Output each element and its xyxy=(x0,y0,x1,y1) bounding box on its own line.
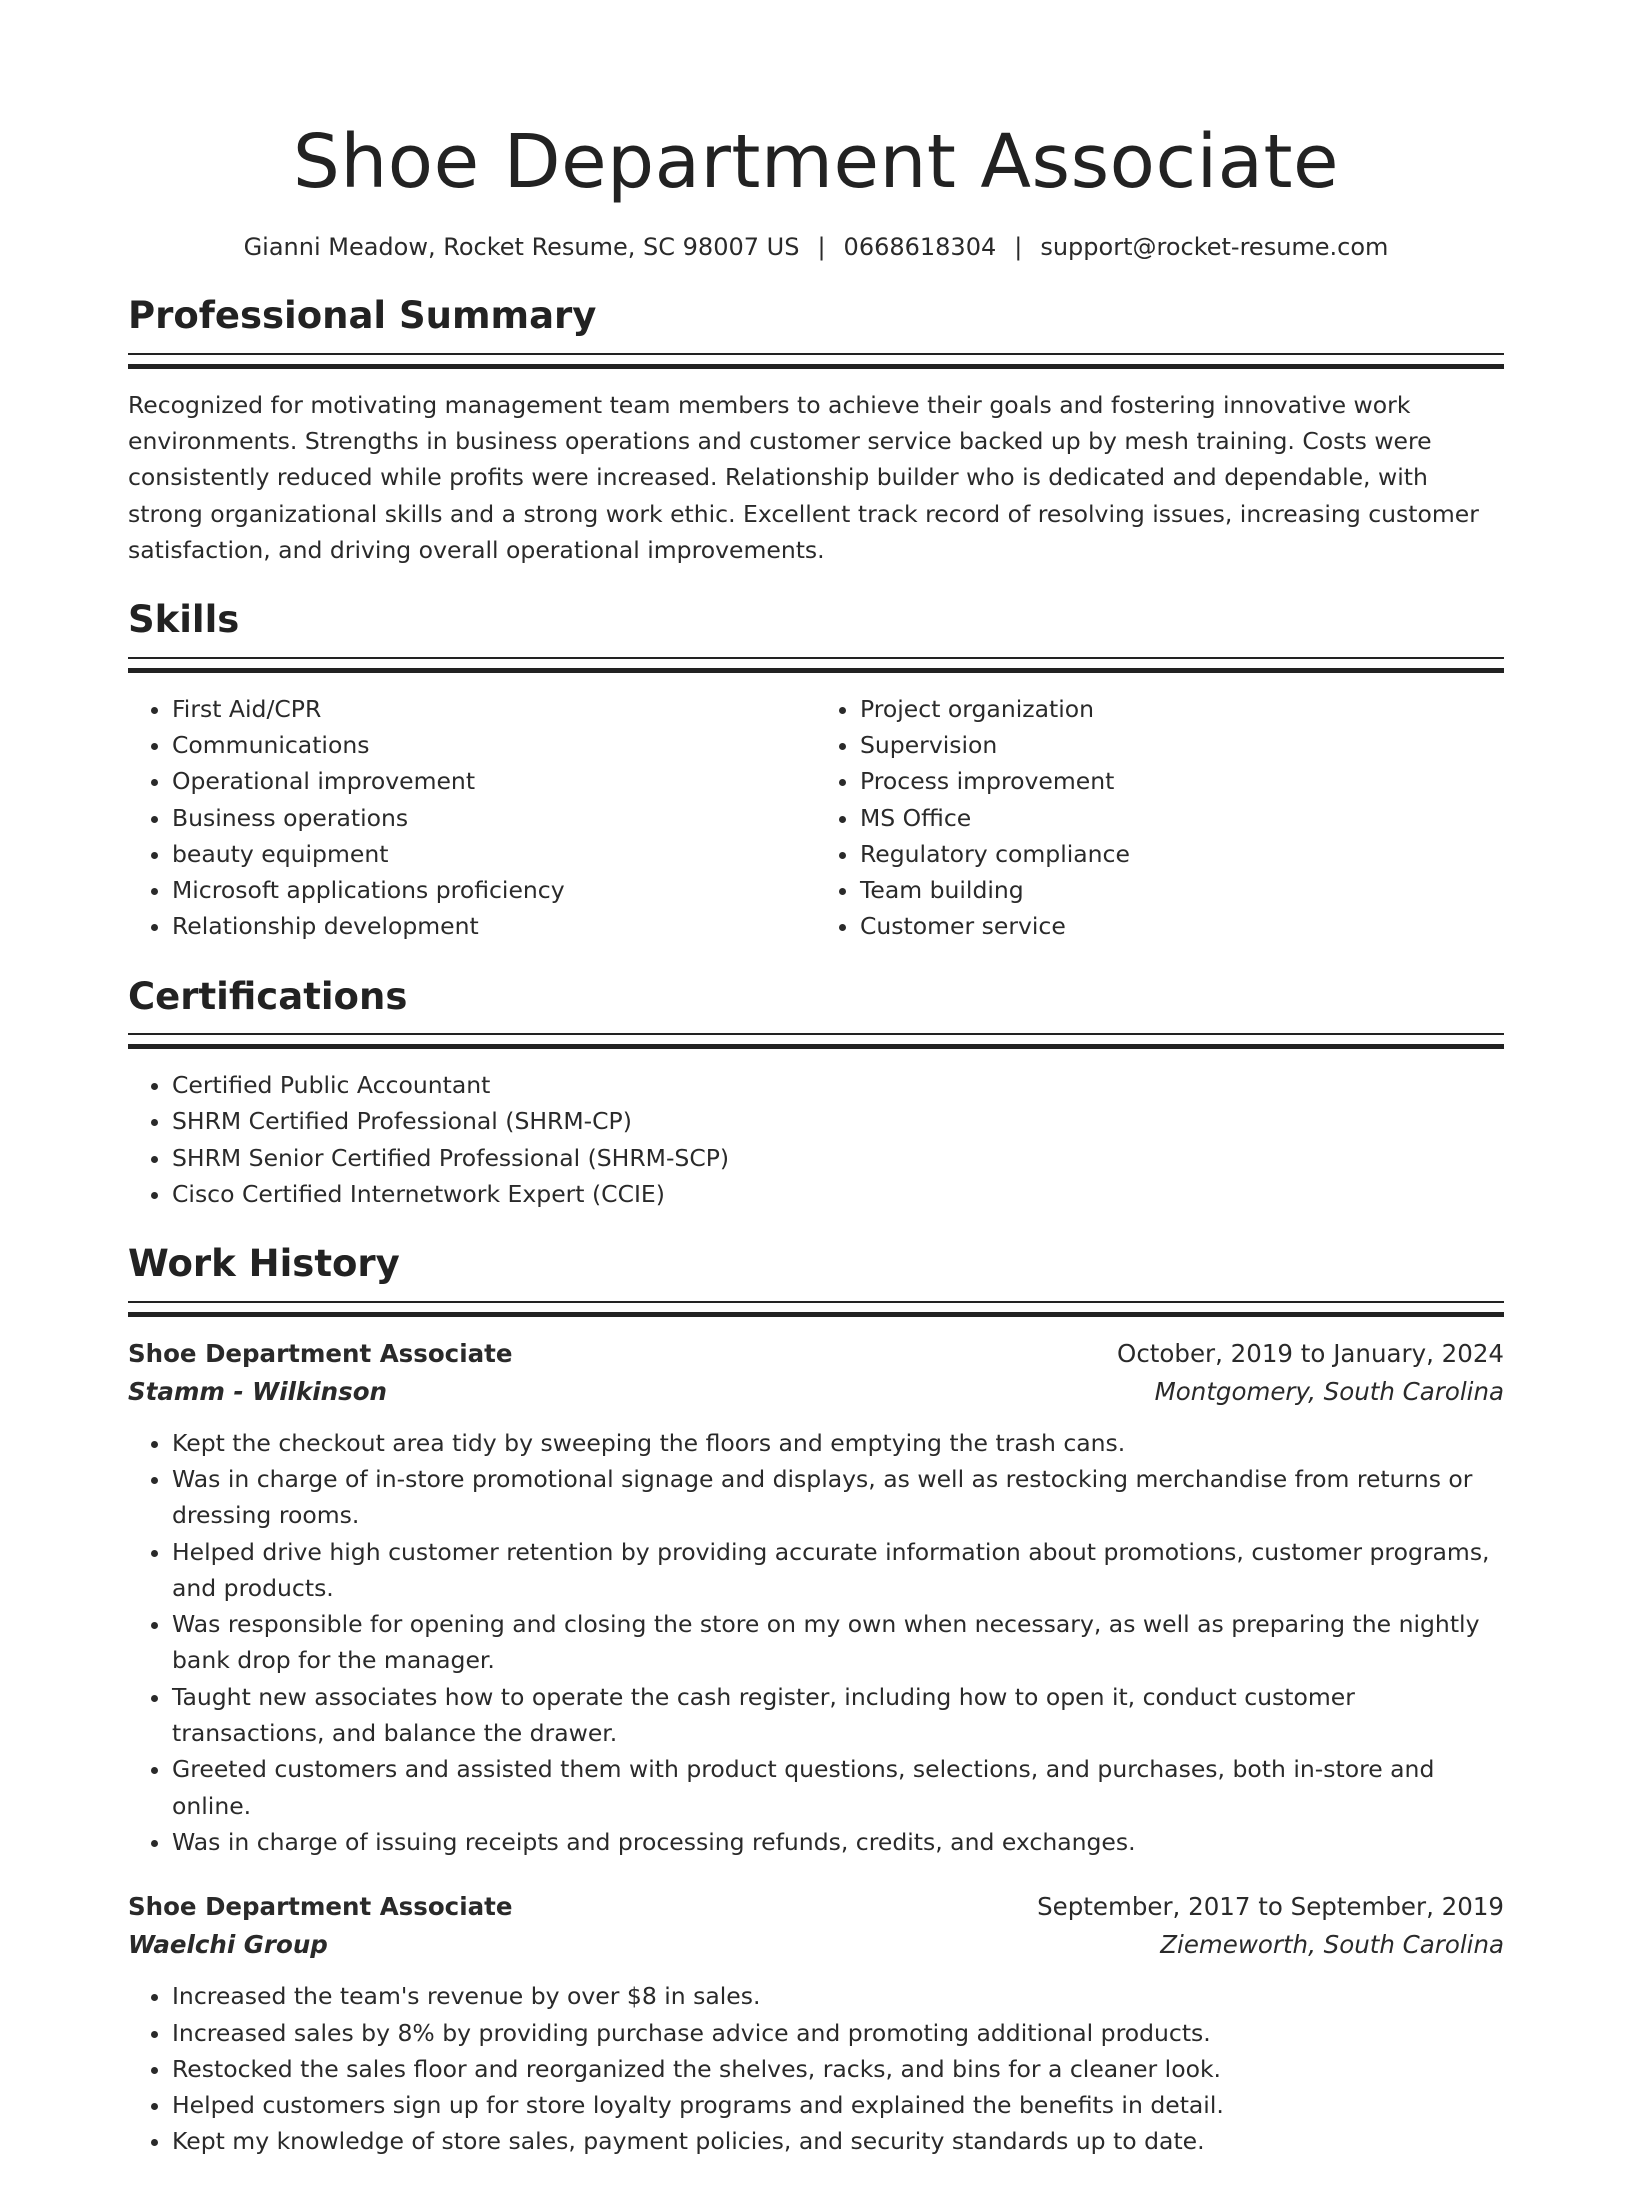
skill-item: • Customer service xyxy=(860,908,1504,944)
contact-email: support@rocket-resume.com xyxy=(1040,232,1389,261)
skill-item: • beauty equipment xyxy=(172,836,816,872)
resume-page xyxy=(128,118,1504,2188)
skills-section xyxy=(128,598,1504,944)
skill-item: • Regulatory compliance xyxy=(860,836,1504,872)
job-bullet: • Helped customers sign up for store loyalty programs and explained the benefits in detail. xyxy=(172,2087,1504,2123)
jobs-list xyxy=(128,1335,1504,2160)
section-divider xyxy=(128,1033,1504,1049)
section-heading-summary: Professional Summary xyxy=(128,294,597,338)
section-heading-certifications: Certifications xyxy=(128,974,408,1018)
contact-separator: | xyxy=(1014,232,1023,261)
job-dates: September, 2017 to September, 2019 xyxy=(1037,1892,1504,1922)
job-title: Shoe Department Associate xyxy=(128,1892,513,1922)
job-bullet: • Was in charge of in-store promotional signage and displays, as well as restocking merchandise from returns or dressing rooms. xyxy=(172,1461,1504,1534)
job-bullet: • Increased sales by 8% by providing purchase advice and promoting additional products. xyxy=(172,2015,1504,2051)
skills-columns xyxy=(128,691,1504,945)
job-bullet: • Kept my knowledge of store sales, payment policies, and security standards up to date. xyxy=(172,2123,1504,2159)
job-company-row xyxy=(128,1373,1504,1411)
job-bullet: • Restocked the sales floor and reorganized the shelves, racks, and bins for a cleaner look. xyxy=(172,2051,1504,2087)
skill-item: • MS Office xyxy=(860,800,1504,836)
skill-item: • Relationship development xyxy=(172,908,816,944)
job-bullets xyxy=(128,1978,1504,2159)
job-bullet: • Taught new associates how to operate the cash register, including how to open it, conduct customer transactions, and balance the drawer. xyxy=(172,1679,1504,1752)
section-divider xyxy=(128,353,1504,369)
skill-item: • Project organization xyxy=(860,691,1504,727)
job-bullet: • Greeted customers and assisted them with product questions, selections, and purchases, both in-store and online. xyxy=(172,1751,1504,1824)
job-company-row xyxy=(128,1926,1504,1964)
job-entry xyxy=(128,1335,1504,1861)
skill-item: • Team building xyxy=(860,872,1504,908)
job-location: Ziemeworth, South Carolina xyxy=(1160,1930,1504,1960)
section-divider xyxy=(128,657,1504,673)
certifications-list xyxy=(128,1067,1504,1212)
work-section xyxy=(128,1242,1504,2159)
job-bullet: • Was in charge of issuing receipts and processing refunds, credits, and exchanges. xyxy=(172,1824,1504,1860)
job-company: Waelchi Group xyxy=(128,1930,328,1960)
skill-item: • Operational improvement xyxy=(172,763,816,799)
skills-list-left xyxy=(128,691,816,945)
certification-item: • Certified Public Accountant xyxy=(172,1067,1504,1103)
certifications-section xyxy=(128,975,1504,1213)
job-entry xyxy=(128,1888,1504,2159)
job-header-row xyxy=(128,1335,1504,1373)
contact-address: Gianni Meadow, Rocket Resume, SC 98007 US xyxy=(243,232,800,261)
contact-separator: | xyxy=(817,232,826,261)
job-bullets xyxy=(128,1425,1504,1861)
job-bullet: • Kept the checkout area tidy by sweeping the floors and emptying the trash cans. xyxy=(172,1425,1504,1461)
job-bullet: • Was responsible for opening and closing the store on my own when necessary, as well as preparing the nightly bank drop for the manager. xyxy=(172,1606,1504,1679)
job-bullet: • Helped drive high customer retention by providing accurate information about promotions, customer programs, and products. xyxy=(172,1534,1504,1607)
skill-item: • Supervision xyxy=(860,727,1504,763)
summary-section xyxy=(128,294,1504,568)
section-heading-work-history: Work History xyxy=(128,1242,400,1286)
skill-item: • First Aid/CPR xyxy=(172,691,816,727)
skill-item: • Communications xyxy=(172,727,816,763)
skill-item: • Business operations xyxy=(172,800,816,836)
section-divider xyxy=(128,1301,1504,1317)
contact-line xyxy=(128,231,1504,265)
job-location: Montgomery, South Carolina xyxy=(1154,1376,1504,1406)
section-heading-skills: Skills xyxy=(128,598,240,642)
skills-list-right xyxy=(816,691,1504,945)
job-dates: October, 2019 to January, 2024 xyxy=(1117,1338,1504,1368)
job-bullet: • Increased the team's revenue by over $8 in sales. xyxy=(172,1978,1504,2014)
summary-text: Recognized for motivating management team members to achieve their goals and fostering innovative work environments. Strengths in business operations and customer service backed up by mesh training. Costs were consistently reduced while profits were increased. Relationship builder who is dedicated and dependable, with strong organizational skills and a strong work ethic. Excellent track record of resolving issues, increasing customer satisfaction, and driving overall operational improvements. xyxy=(128,390,1479,564)
skill-item: • Microsoft applications proficiency xyxy=(172,872,816,908)
certification-item: • SHRM Senior Certified Professional (SHRM-SCP) xyxy=(172,1140,1504,1176)
contact-phone: 0668618304 xyxy=(843,232,997,261)
job-title: Shoe Department Associate xyxy=(128,1338,513,1368)
job-company: Stamm - Wilkinson xyxy=(128,1376,387,1406)
resume-title: Shoe Department Associate xyxy=(292,119,1340,205)
certification-item: • SHRM Certified Professional (SHRM-CP) xyxy=(172,1103,1504,1139)
job-header-row xyxy=(128,1888,1504,1926)
certification-item: • Cisco Certified Internetwork Expert (CCIE) xyxy=(172,1176,1504,1212)
skill-item: • Process improvement xyxy=(860,763,1504,799)
